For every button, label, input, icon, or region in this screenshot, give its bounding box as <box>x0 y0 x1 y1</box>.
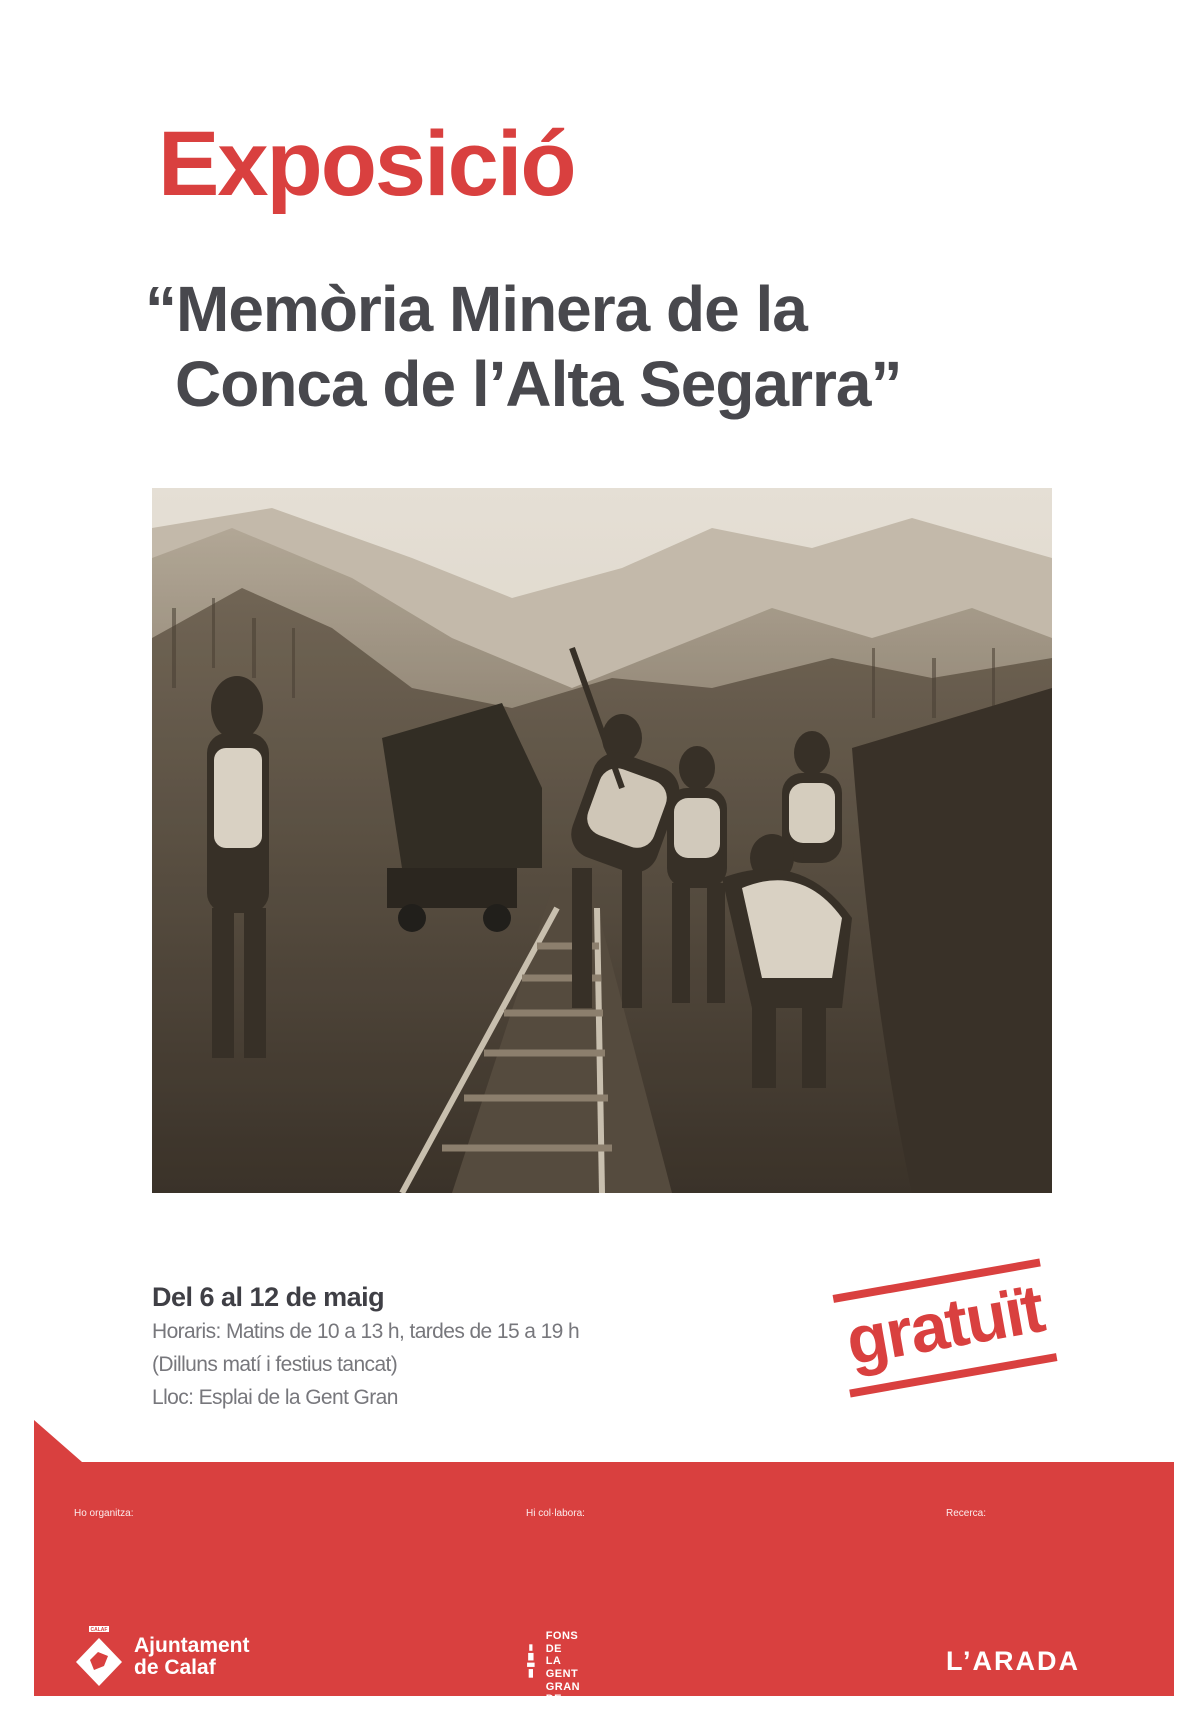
event-dates: Del 6 al 12 de maig <box>152 1282 385 1312</box>
sponsors-footer <box>34 1420 1174 1718</box>
collaborator-line-1: FONS DE <box>545 1630 579 1655</box>
organizer-name-line-2: de Calaf <box>134 1656 216 1679</box>
fons-mark-icon <box>526 1630 536 1692</box>
mining-photo <box>152 488 1052 1193</box>
collaborator-line-2: LA GENT GRAN <box>545 1655 581 1693</box>
ajuntament-calaf-logo <box>74 1626 250 1688</box>
fons-gent-gran-logo <box>526 1630 594 1718</box>
subtitle-line-2: Conca de l’Alta Segarra” <box>175 347 902 420</box>
collaborator-caption: Hi col·labora: <box>526 1508 585 1519</box>
organizer-name-line-1: Ajuntament <box>134 1633 250 1657</box>
calaf-shield-icon <box>74 1626 124 1688</box>
research-caption: Recerca: <box>946 1508 987 1519</box>
stamp-label: gratuït <box>840 1270 1049 1380</box>
calaf-shield-text: CALAF <box>90 1627 108 1633</box>
event-closed-note: (Dilluns matí i festius tancat) <box>152 1352 398 1376</box>
arada-logo: L’ARADA <box>946 1646 1080 1676</box>
research-block <box>946 1508 1080 1676</box>
event-hours: Horaris: Matins de 10 a 13 h, tardes de 15 a 19 h <box>152 1320 580 1343</box>
exhibition-subtitle <box>145 272 901 422</box>
subtitle-line-1: “Memòria Minera de la <box>145 273 807 345</box>
collaborator-block <box>526 1508 586 1718</box>
free-entry-stamp <box>831 1251 1059 1406</box>
event-info <box>152 1282 579 1412</box>
exhibition-title: Exposició <box>158 113 575 215</box>
organizer-caption: Ho organitza: <box>74 1508 134 1519</box>
organizer-block <box>74 1508 250 1679</box>
mining-photo-illustration <box>152 488 1052 1193</box>
event-place: Lloc: Esplai de la Gent Gran <box>152 1385 398 1409</box>
collaborator-line-3: DE CALAF <box>545 1693 586 1718</box>
